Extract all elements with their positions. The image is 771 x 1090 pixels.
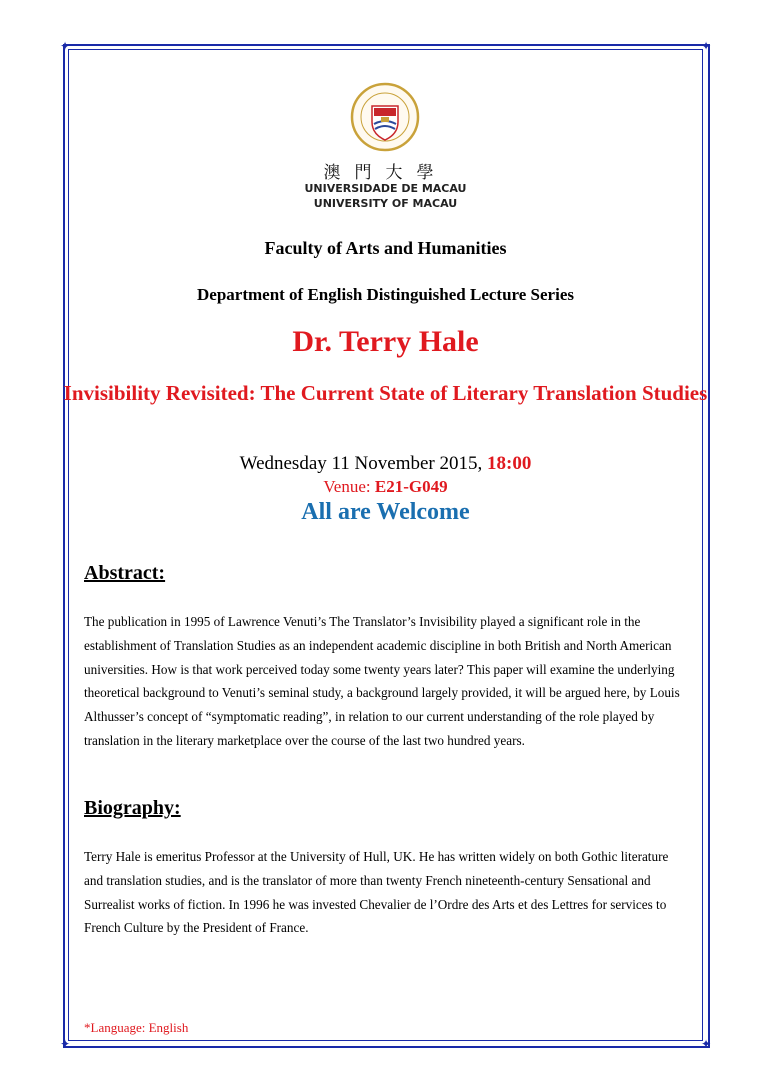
talk-title: Invisibility Revisited: The Current State of Literary Translation Studies [63,381,708,405]
welcome-message: All are Welcome [301,499,470,525]
corner-ornament-icon: ✦ [59,1037,71,1051]
event-time: 18:00 [487,453,532,474]
venue-code: E21-G049 [374,477,448,496]
corner-ornament-icon: ✦ [700,39,712,53]
university-name-english: UNIVERSITY OF MACAU [313,197,458,210]
corner-ornament-icon: ✦ [59,39,71,53]
biography-text: Terry Hale is emeritus Professor at the University of Hull, UK. He has written widely on both Gothic literature and translation studies, and is the translator of more than twenty French nineteenth-century Sensational and Surrealist works of fiction. In 1996 he was invested Chevalier de l’Ordre des Arts et des Lettres for services to French Culture by the President of France. [84,849,669,936]
event-datetime [0,453,771,475]
university-seal-icon [350,82,420,152]
department-series: Department of English Distinguished Lecture Series [197,285,574,304]
biography-heading: Biography: [84,797,181,819]
faculty-name: Faculty of Arts and Humanities [264,238,507,258]
venue-label: Venue: [323,477,371,496]
language-note: *Language: English [84,1020,189,1035]
university-name-chinese: 澳門大學 [323,163,448,183]
abstract-text: The publication in 1995 of Lawrence Venuti’s The Translator’s Invisibility played a significant role in the establishment of Translation Studies as an independent academic discipline in both British and North American universities. How is that work perceived today some twenty years later? This paper will examine the underlying theoretical background to Venuti’s seminal study, a background largely provided, it will be argued here, by Louis Althusser’s concept of “symptomatic reading”, in relation to our current understanding of the role played by translation in the literary marketplace over the course of the last two hundred years. [84,614,680,748]
event-date: Wednesday 11 November 2015, [239,453,483,474]
corner-ornament-icon: ✦ [700,1037,712,1051]
abstract-heading: Abstract: [84,562,166,584]
speaker-name: Dr. Terry Hale [292,325,479,358]
university-name-portuguese: UNIVERSIDADE DE MACAU [304,182,467,195]
event-venue [0,477,771,497]
